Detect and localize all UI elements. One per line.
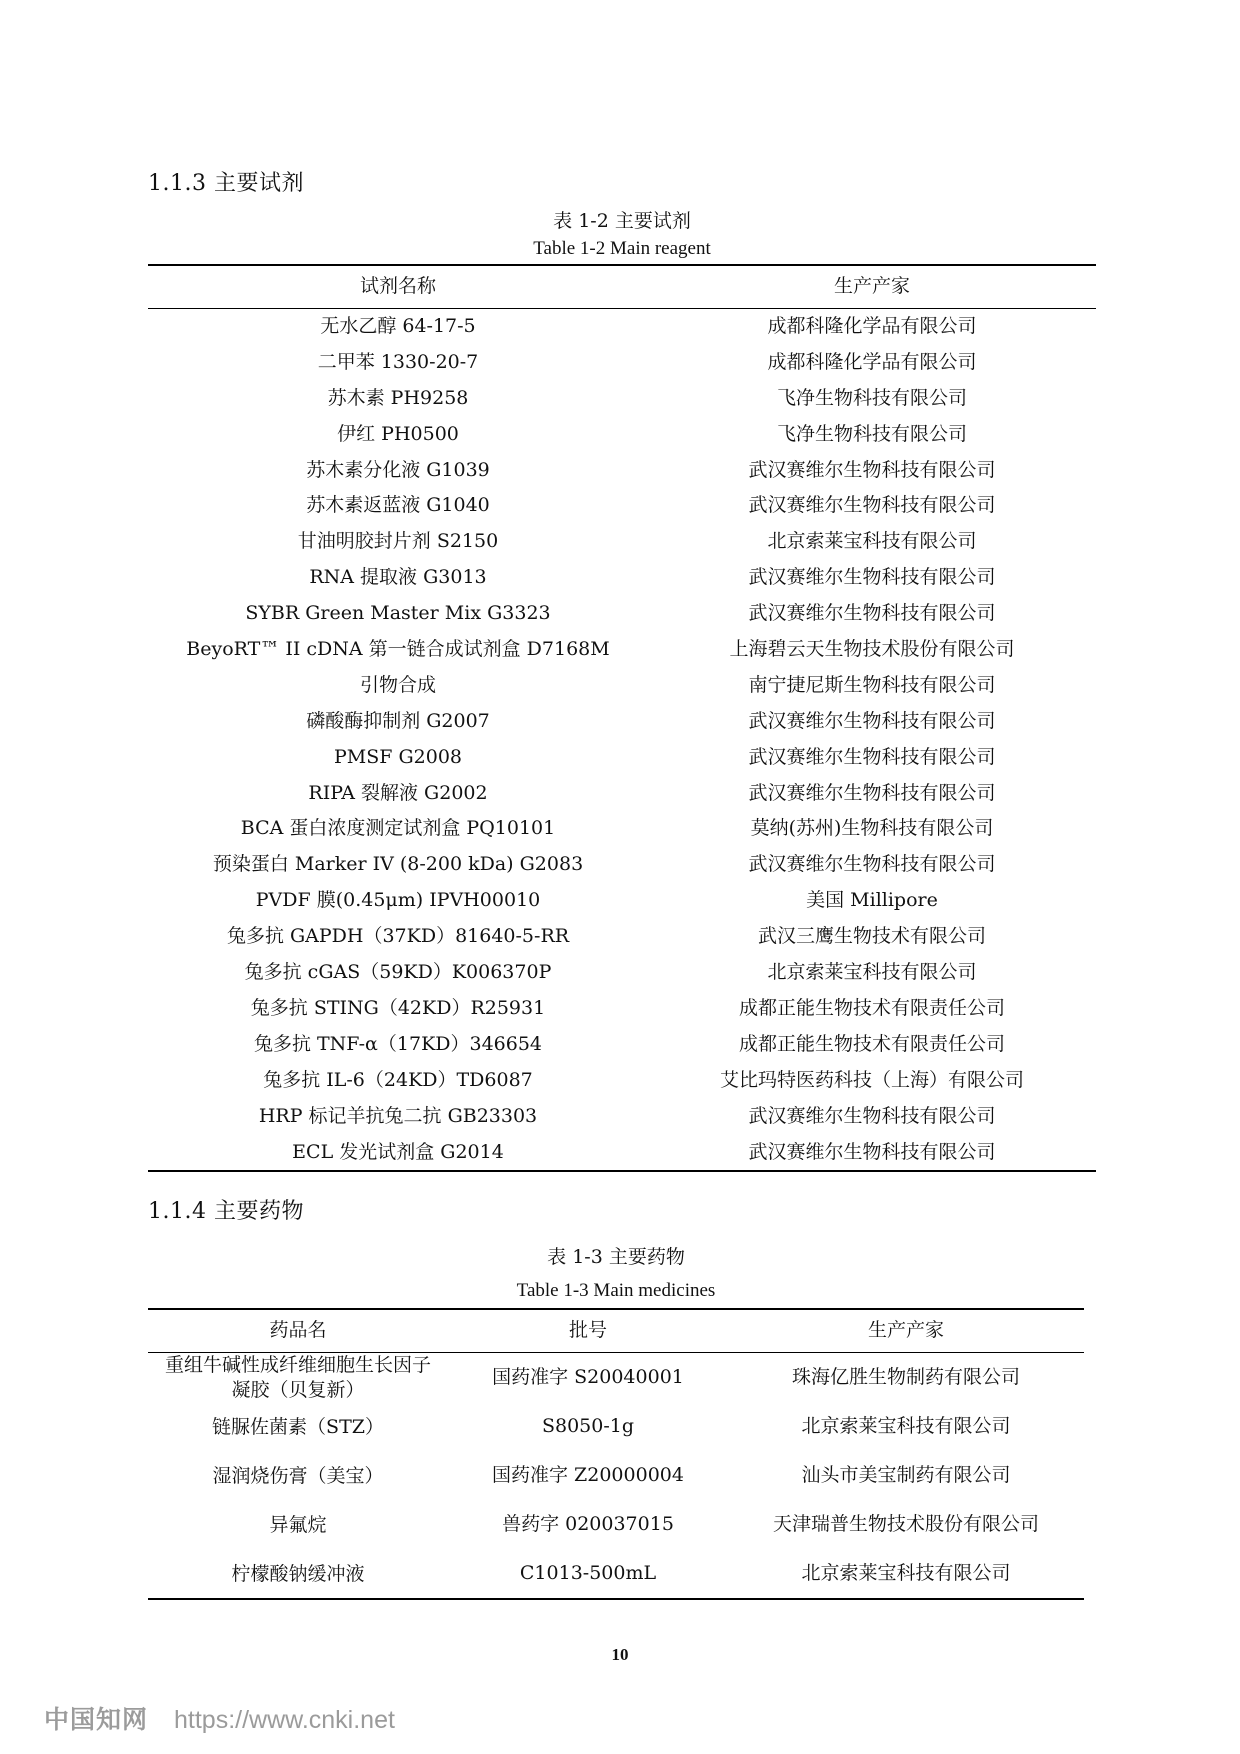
table-1-2-caption-en: Table 1-2 Main reagent: [533, 238, 711, 259]
table-cell: PMSF G2008: [333, 745, 462, 768]
table-cell: 武汉赛维尔生物科技有限公司: [748, 709, 996, 732]
table-row: [148, 1134, 1096, 1171]
table-cell: 湿润烧伤膏（美宝）: [212, 1464, 384, 1487]
table-row: [148, 704, 1096, 740]
table-cell: 汕头市美宝制药有限公司: [801, 1463, 1011, 1486]
table-row: [148, 1500, 1084, 1549]
table-row: [148, 1027, 1096, 1063]
medicine-table: [148, 1308, 1084, 1600]
table-cell: 成都科隆化学品有限公司: [767, 315, 977, 338]
table-header-row: [148, 1309, 1084, 1353]
page-number: 10: [611, 1645, 629, 1664]
watermark-logo: 中国知网: [44, 1706, 149, 1734]
section-heading-reagents: 1.1.3 主要试剂: [148, 171, 304, 196]
table-cell: 兽药字 020037015: [502, 1512, 674, 1535]
table-cell: 莫纳(苏州)生物科技有限公司: [750, 817, 994, 840]
table-cell: RIPA 裂解液 G2002: [308, 781, 488, 804]
column-header-batch-number: 批号: [448, 1309, 728, 1353]
table-cell: 武汉赛维尔生物科技有限公司: [748, 745, 996, 768]
table-cell: RNA 提取液 G3013: [309, 566, 487, 589]
table-cell: 兔多抗 IL-6（24KD）TD6087: [263, 1068, 533, 1091]
table-row: [148, 345, 1096, 381]
table-cell: BCA 蛋白浓度测定试剂盒 PQ10101: [240, 817, 556, 840]
table-row: [148, 309, 1096, 345]
table-cell: 北京索莱宝科技有限公司: [767, 961, 977, 984]
table-cell: 二甲苯 1330-20-7: [317, 350, 479, 373]
cnki-watermark: [44, 1700, 395, 1736]
table-row: [148, 847, 1096, 883]
table-row: [148, 596, 1096, 632]
table-row: [148, 1353, 1084, 1403]
table-row: [148, 560, 1096, 596]
table-cell: 成都正能生物技术有限责任公司: [738, 1032, 1005, 1055]
table-cell: C1013-500mL: [448, 1549, 728, 1599]
table-cell: 伊红 PH0500: [337, 422, 459, 445]
table-cell: 兔多抗 cGAS（59KD）K006370P: [244, 961, 552, 984]
table-cell: 北京索莱宝科技有限公司: [767, 530, 977, 553]
table-cell: 兔多抗 STING（42KD）R25931: [250, 996, 546, 1019]
table-1-3-caption-en: Table 1-3 Main medicines: [516, 1280, 716, 1301]
table-row: [148, 991, 1096, 1027]
table-cell: 美国 Millipore: [806, 889, 938, 912]
watermark-url: https://www.cnki.net: [174, 1706, 395, 1734]
table-cell: S8050-1g: [541, 1414, 635, 1437]
column-header-manufacturer: 生产产家: [728, 1309, 1084, 1353]
table-cell: 链脲佐菌素（STZ）: [212, 1415, 384, 1438]
table-cell: 异氟烷: [269, 1513, 327, 1536]
column-header-drug-name: 药品名: [148, 1309, 448, 1353]
table-cell: 苏木素分化液 G1039: [306, 458, 490, 481]
table-row: [148, 919, 1096, 955]
reagent-table: [148, 264, 1096, 1172]
table-cell: 武汉三鹰生物技术有限公司: [757, 925, 986, 948]
table-row: [148, 1402, 1084, 1451]
table-1-3-caption-cn: 表 1-3 主要药物: [547, 1246, 685, 1268]
table-row: [148, 668, 1096, 704]
table-row: [148, 417, 1096, 453]
table-cell: HRP 标记羊抗兔二抗 GB23303: [258, 1104, 538, 1127]
table-cell: 预染蛋白 Marker IV (8-200 kDa) G2083: [212, 853, 584, 876]
table-cell: 北京索莱宝科技有限公司: [801, 1414, 1011, 1437]
table-header-row: [148, 265, 1096, 309]
table-row: [148, 1099, 1096, 1135]
table-cell: 成都科隆化学品有限公司: [767, 350, 977, 373]
table-row: [148, 776, 1096, 812]
table-row: [148, 1549, 1084, 1599]
table-cell: 武汉赛维尔生物科技有限公司: [748, 566, 996, 589]
column-header-reagent-name: 试剂名称: [148, 265, 648, 309]
table-cell: 重组牛碱性成纤维细胞生长因子凝胶（贝复新）: [164, 1354, 431, 1401]
table-row: [148, 381, 1096, 417]
table-cell: 兔多抗 GAPDH（37KD）81640-5-RR: [226, 925, 570, 948]
table-cell: 飞净生物科技有限公司: [776, 386, 967, 409]
table-cell: 武汉赛维尔生物科技有限公司: [748, 853, 996, 876]
table-cell: 国药准字 S20040001: [492, 1365, 684, 1388]
table-row: [148, 1451, 1084, 1500]
table-cell: 武汉赛维尔生物科技有限公司: [748, 602, 996, 625]
table-cell: 兔多抗 TNF-α（17KD）346654: [253, 1032, 543, 1055]
table-cell: ECL 发光试剂盒 G2014: [148, 1134, 648, 1171]
table-cell: 武汉赛维尔生物科技有限公司: [748, 1104, 996, 1127]
table-cell: 天津瑞普生物技术股份有限公司: [772, 1512, 1039, 1535]
table-cell: 引物合成: [359, 673, 436, 696]
table-row: [148, 524, 1096, 560]
table-cell: PVDF 膜(0.45μm) IPVH00010: [255, 889, 541, 912]
table-cell: SYBR Green Master Mix G3323: [245, 602, 551, 625]
table-row: [148, 740, 1096, 776]
table-row: [148, 453, 1096, 489]
section-heading-medicines: 1.1.4 主要药物: [148, 1199, 304, 1224]
table-cell: 成都正能生物技术有限责任公司: [738, 996, 1005, 1019]
table-cell: 飞净生物科技有限公司: [776, 422, 967, 445]
table-cell: 艾比玛特医药科技（上海）有限公司: [719, 1068, 1024, 1091]
table-cell: 苏木素返蓝液 G1040: [306, 494, 490, 517]
table-row: [148, 488, 1096, 524]
table-cell: 南宁捷尼斯生物科技有限公司: [748, 673, 996, 696]
table-cell: 无水乙醇 64-17-5: [320, 315, 476, 338]
table-cell: BeyoRT™ II cDNA 第一链合成试剂盒 D7168M: [186, 638, 610, 661]
table-cell: 磷酸酶抑制剂 G2007: [306, 709, 490, 732]
table-row: [148, 883, 1096, 919]
table-row: [148, 632, 1096, 668]
table-cell: 苏木素 PH9258: [327, 386, 469, 409]
table-cell: 武汉赛维尔生物科技有限公司: [648, 1134, 1096, 1171]
table-row: [148, 1063, 1096, 1099]
table-cell: 珠海亿胜生物制药有限公司: [791, 1365, 1020, 1388]
table-cell: 甘油明胶封片剂 S2150: [297, 530, 499, 553]
table-cell: 上海碧云天生物技术股份有限公司: [729, 638, 1015, 661]
table-cell: 北京索莱宝科技有限公司: [728, 1549, 1084, 1599]
table-cell: 武汉赛维尔生物科技有限公司: [748, 781, 996, 804]
table-cell: 武汉赛维尔生物科技有限公司: [748, 494, 996, 517]
table-row: [148, 955, 1096, 991]
table-cell: 武汉赛维尔生物科技有限公司: [748, 458, 996, 481]
column-header-manufacturer: 生产产家: [648, 265, 1096, 309]
table-row: [148, 811, 1096, 847]
table-cell: 国药准字 Z20000004: [492, 1463, 684, 1486]
table-1-2-caption-cn: 表 1-2 主要试剂: [553, 210, 691, 232]
table-cell: 柠檬酸钠缓冲液: [148, 1549, 448, 1599]
